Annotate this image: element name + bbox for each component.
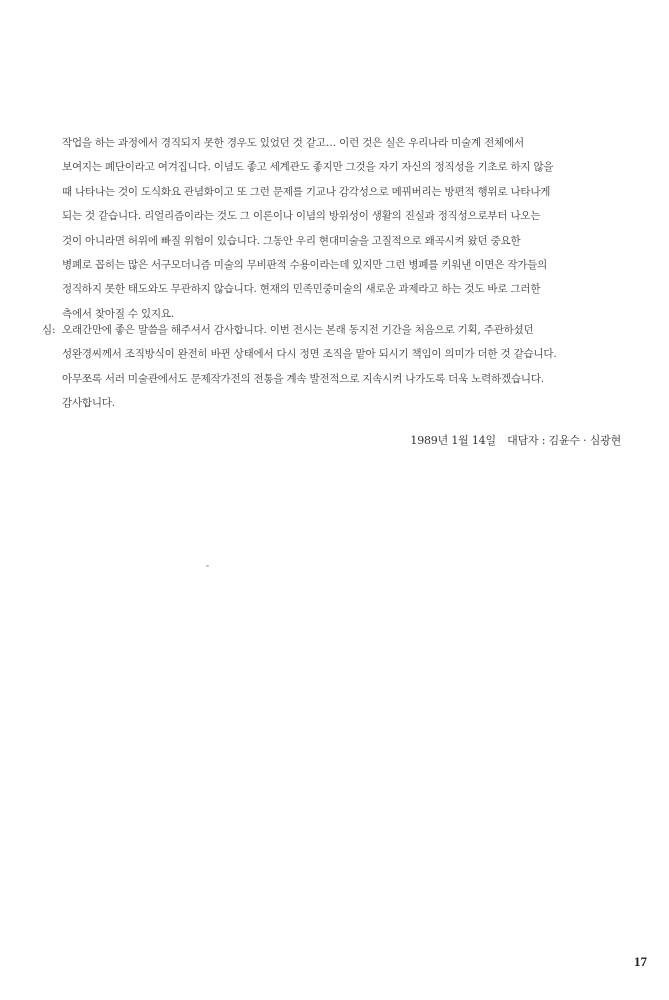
text-line: 것이 아니라면 허위에 빠질 위험이 있습니다. 그동안 우리 현대미술을 고질적으로 왜곡시켜 왔던 중요한	[62, 234, 521, 247]
interviewers: 대담자 : 김윤수 · 심광현	[507, 434, 621, 447]
text-line: 감사합니다.	[62, 397, 115, 410]
interview-date: 1989년 1월 14일	[410, 434, 496, 447]
text-line: 성완경씨께서 조직방식이 완전히 바뀐 상태에서 다시 정면 조직을 맡아 되시기 책임이 의미가 더한 것 같습니다.	[62, 348, 557, 361]
text-line: 작업을 하는 과정에서 경직되지 못한 경우도 있었던 것 같고… 이런 것은 실은 우리나라 미술계 전체에서	[62, 137, 524, 149]
interview-signature	[410, 432, 621, 448]
text-line: 보여지는 폐단이라고 여겨집니다. 이념도 좋고 세계관도 좋지만 그것을 자기 자신의 정직성을 기초로 하지 않을	[62, 161, 554, 174]
paragraph-interview-answer	[62, 131, 622, 326]
text-line: 측에서 찾아질 수 있지요.	[62, 307, 174, 320]
text-line: 때 나타나는 것이 도식화요 관념화이고 또 그런 문제를 기교나 감각성으로 메꿔버리는 방편적 행위로 나타나게	[62, 185, 551, 198]
scan-speck	[206, 565, 209, 567]
paragraph-closing-remarks	[42, 318, 622, 416]
text-line: 정직하지 못한 태도와도 무관하지 않습니다. 현재의 민족민중미술의 새로운 과제라고 하는 것도 바로 그러한	[62, 283, 541, 296]
text-line: 되는 것 같습니다. 리얼리즘이라는 것도 그 이론이나 이념의 방위성이 생활의 진실과 정직성으로부터 나오는	[62, 210, 541, 223]
speaker-label: 심:	[42, 324, 56, 336]
text-line-content: 오래간만에 좋은 말씀을 해주셔서 감사합니다. 이번 전시는 본래 동지전 기간을 처음으로 기획, 주관하셨던	[62, 324, 534, 336]
text-line	[42, 318, 622, 342]
text-line: 아무쪼록 서러 미술관에서도 문제작가전의 전통을 계속 발전적으로 지속시켜 나가도록 더욱 노력하겠습니다.	[62, 372, 544, 385]
text-line: 병폐로 꼽히는 많은 서구모더니즘 미술의 무비판적 수용이라는데 있지만 그런 병폐를 키워낸 이면은 작가들의	[62, 259, 548, 272]
page-number: 17	[634, 954, 647, 969]
